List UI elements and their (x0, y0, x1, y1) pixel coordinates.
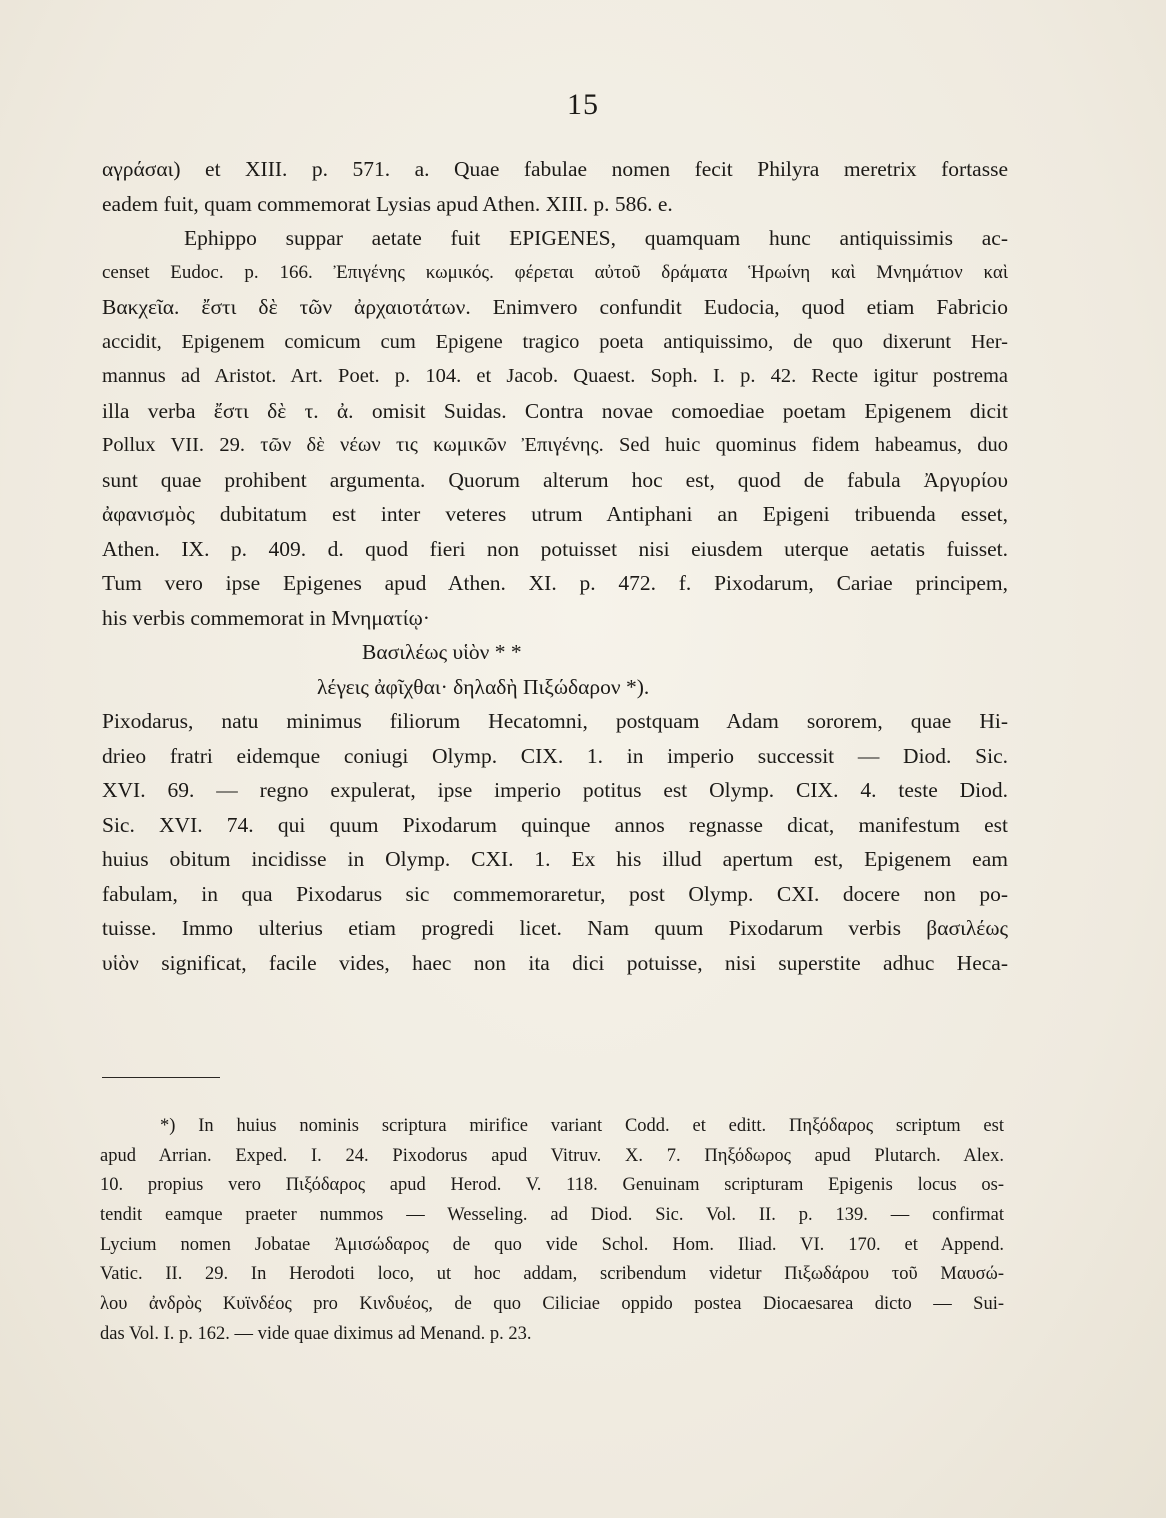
footnote-line: λου ἀνδρὸς Κυϊνδέος pro Κινδυέος, de quo Ciliciae oppido postea Diocaesarea dicto — Sui- (100, 1294, 1004, 1315)
text-line: fabulam, in qua Pixodarus sic commemoraretur, post Olymp. CXI. docere non po- (102, 881, 1008, 906)
footnote-line: das Vol. I. p. 162. — vide quae diximus ad Menand. p. 23. (100, 1323, 532, 1344)
text-line: eadem fuit, quam commemorat Lysias apud Athen. XIII. p. 586. e. (102, 191, 673, 216)
footnote-separator (102, 1077, 220, 1078)
text-line: Pixodarus, natu minimus filiorum Hecatomni, postquam Adam sororem, quae Hi- (102, 709, 1008, 733)
text-line: Βακχεῖα. ἔστι δὲ τῶν ἀρχαιοτάτων. Enimvero confundit Eudocia, quod etiam Fabricio (102, 295, 1008, 319)
text-line: Athen. IX. p. 409. d. quod fieri non potuisset nisi eiusdem uterque aetatis fuisset. (102, 536, 1008, 561)
page-number: 15 (567, 88, 599, 121)
footnote-line: apud Arrian. Exped. I. 24. Pixodorus apud Vitruv. X. 7. Πηξόδωρος apud Plutarch. Alex. (100, 1145, 1004, 1166)
text-line: drieo fratri eidemque coniugi Olymp. CIX. 1. in imperio successit — Diod. Sic. (102, 743, 1008, 768)
text-line: υἱὸν significat, facile vides, haec non ita dici potuisse, nisi superstite adhuc Heca- (102, 950, 1008, 975)
text-line: his verbis commemorat in Μνηματίῳ· (102, 605, 430, 630)
text-line: Ephippo suppar aetate fuit EPIGENES, quamquam hunc antiquissimis ac- (184, 226, 1008, 250)
text-line: ἀφανισμὸς dubitatum est inter veteres utrum Antiphani an Epigeni tribuenda esset, (102, 502, 1008, 526)
text-line: Sic. XVI. 74. qui quum Pixodarum quinque annos regnasse dicat, manifestum est (102, 812, 1008, 837)
footnote-line: *) In huius nominis scriptura mirifice variant Codd. et editt. Πηξόδαρος scriptum est (160, 1116, 1004, 1136)
footnote-line: Lycium nomen Jobatae Ἀμισώδαρος de quo vide Schol. Hom. Iliad. VI. 170. et Append. (100, 1234, 1004, 1255)
footnote-line: 10. propius vero Πιξόδαρος apud Herod. V. 118. Genuinam scripturam Epigenis locus os- (100, 1175, 1004, 1196)
footnote (100, 1112, 1004, 1350)
text-line: αγράσαι) et XIII. p. 571. a. Quae fabulae nomen fecit Philyra meretrix fortasse (102, 157, 1008, 181)
text-line: Pollux VII. 29. τῶν δὲ νέων τις κωμικῶν Ἐπιγένης. Sed huic quominus fidem habeamus, duo (102, 434, 1008, 456)
text-line: illa verba ἔστι δὲ τ. ἀ. omisit Suidas. Contra novae comoediae poetam Epigenem dicit (102, 398, 1008, 423)
text-line: mannus ad Aristot. Art. Poet. p. 104. et Jacob. Quaest. Soph. I. p. 42. Recte igitur postrema (102, 365, 1008, 387)
text-line: huius obitum incidisse in Olymp. CXI. 1. Ex his illud apertum est, Epigenem eam (102, 847, 1008, 871)
text-line: censet Eudoc. p. 166. Ἐπιγένης κωμικός. φέρεται αὐτοῦ δράματα Ἡρωίνη καὶ Μνημάτιον καὶ (102, 261, 1008, 283)
text-line: sunt quae prohibent argumenta. Quorum alterum hoc est, quod de fabula Ἀργυρίου (102, 467, 1008, 492)
text-line: accidit, Epigenem comicum cum Epigene tragico poeta antiquissimo, de quo dixerunt Her- (102, 330, 1008, 353)
verse-line: Βασιλέως υἱὸν * * (362, 640, 522, 664)
text-line: XVI. 69. — regno expulerat, ipse imperio potitus est Olymp. CIX. 4. teste Diod. (102, 778, 1008, 802)
footnote-line: Vatic. II. 29. In Herodoti loco, ut hoc addam, scribendum videtur Πιξωδάρου τοῦ Μαυσώ- (100, 1264, 1004, 1285)
main-text (102, 152, 1008, 980)
footnote-line: tendit eamque praeter nummos — Wesseling. ad Diod. Sic. Vol. II. p. 139. — confirmat (100, 1205, 1004, 1226)
text-line: Tum vero ipse Epigenes apud Athen. XI. p. 472. f. Pixodarum, Cariae principem, (102, 571, 1008, 595)
text-line: tuisse. Immo ulterius etiam progredi licet. Nam quum Pixodarum verbis βασιλέως (102, 916, 1008, 940)
verse-line: λέγεις ἀφῖχθαι· δηλαδὴ Πιξώδαρον *). (317, 674, 650, 699)
